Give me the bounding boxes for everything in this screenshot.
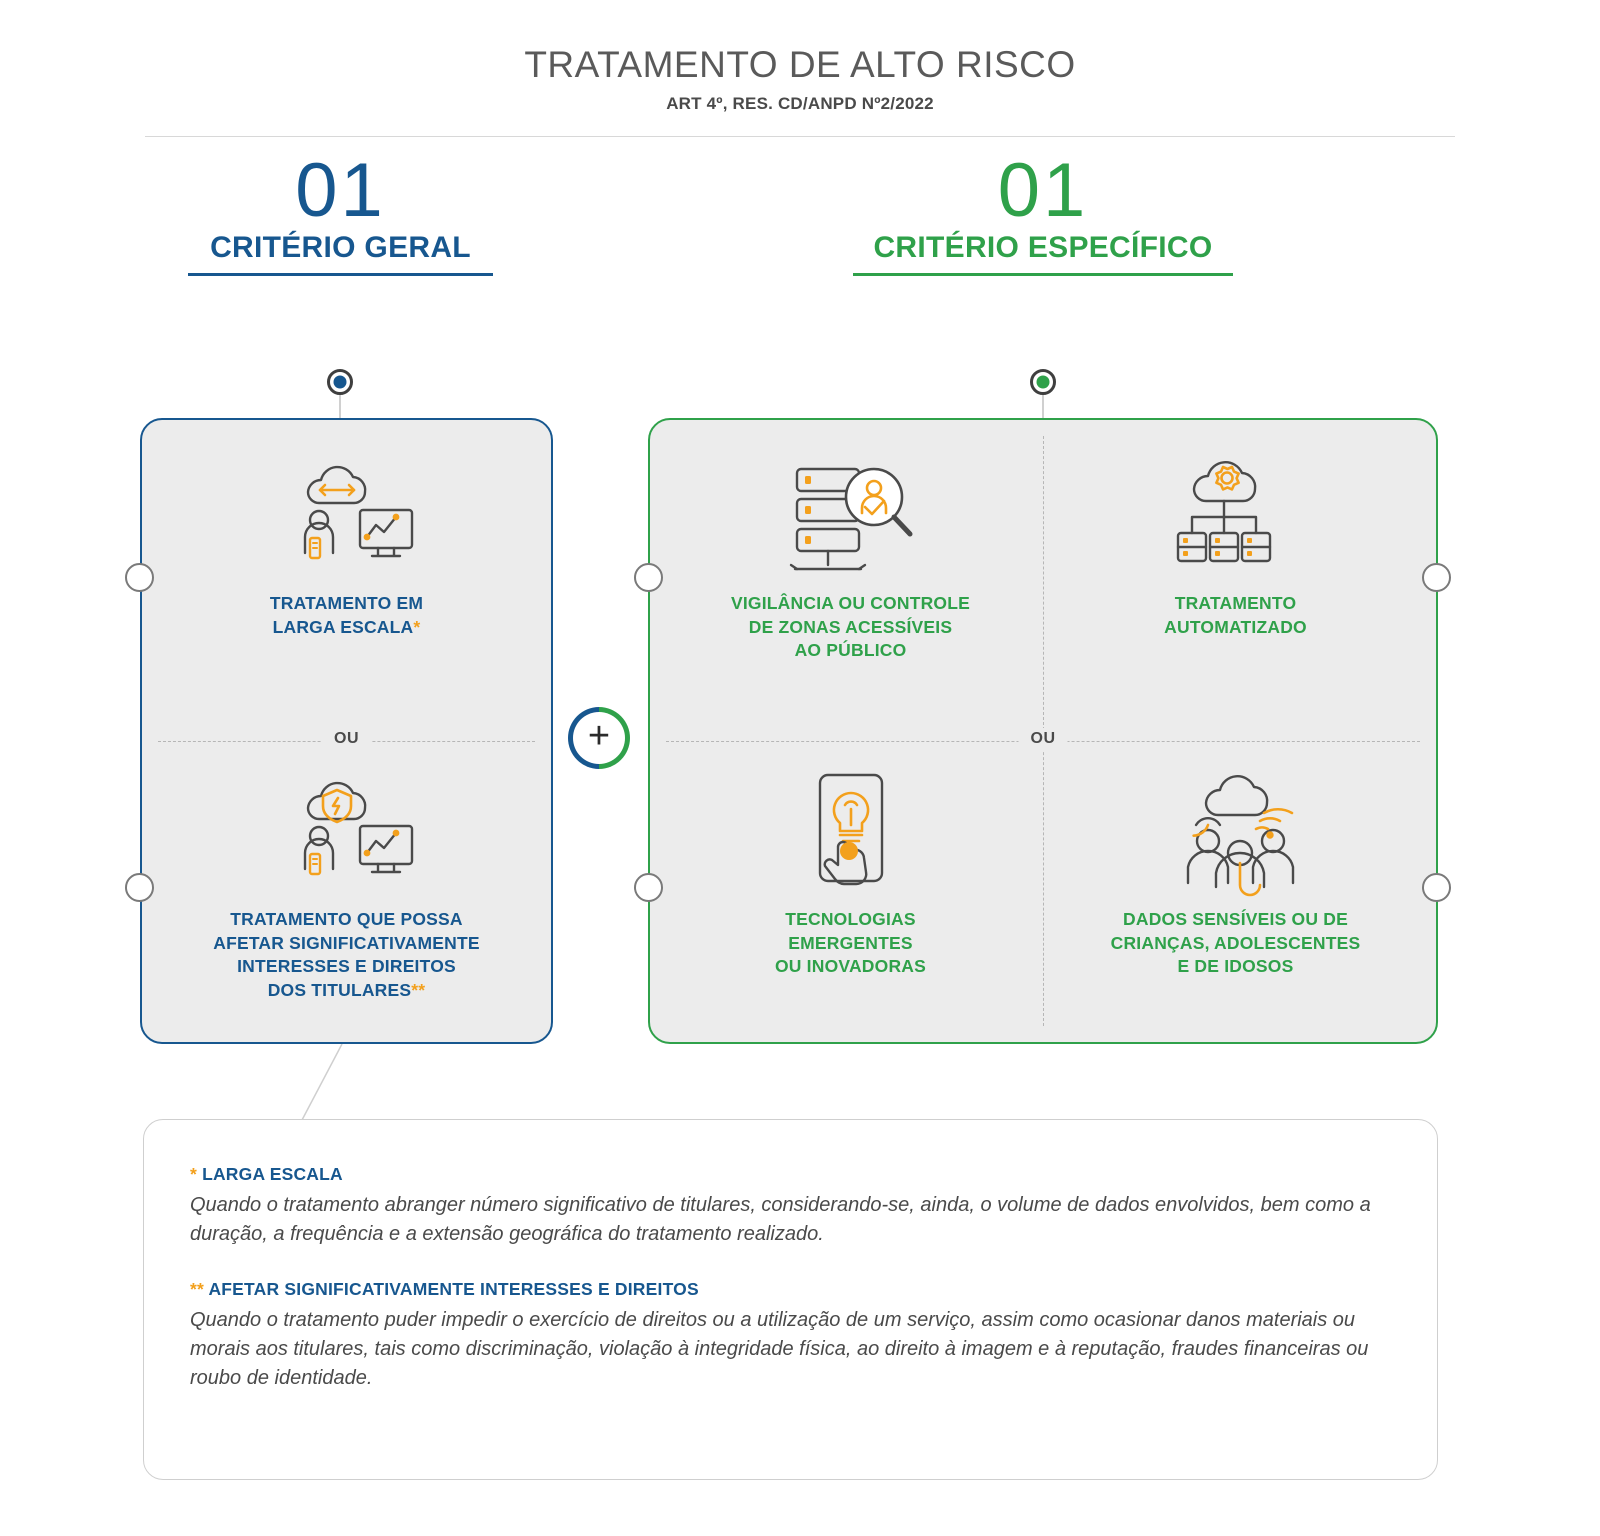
general-label: CRITÉRIO GERAL: [210, 231, 471, 264]
footnote-1-text: Quando o tratamento abranger número significativo de titulares, considerando-se, ainda, o volume de dados envolvidos, bem como a duração, a frequência e a extensão geográfica do tratamento realizado.: [190, 1194, 1371, 1245]
footnote-box: [143, 1119, 1438, 1480]
plus-connector: [568, 707, 630, 769]
label-line-2: AUTOMATIZADO: [1164, 616, 1307, 637]
anchor-left-bottom: [125, 873, 154, 902]
label-line-1: TRATAMENTO QUE POSSA: [230, 909, 463, 929]
card-tratamento-automatizado[interactable]: [1043, 442, 1428, 732]
label-line-3: OU INOVADORAS: [774, 956, 927, 977]
specific-label: CRITÉRIO ESPECÍFICO: [873, 231, 1213, 264]
footnote-pointer: [300, 1044, 420, 1124]
label-line-2: LARGA ESCALA: [272, 616, 414, 637]
column-headings: [0, 137, 1600, 307]
emerging-technologies-icon: [776, 758, 926, 908]
card-label: [775, 908, 926, 979]
label-line-2: AFETAR SIGNIFICATIVAMENTE: [213, 932, 480, 953]
label-line-1: DADOS SENSÍVEIS OU DE: [1123, 909, 1348, 929]
rights-impact-icon: [272, 758, 422, 908]
panel-specific-inner: [658, 428, 1428, 1034]
automated-processing-icon: [1156, 442, 1316, 592]
large-scale-processing-icon: [272, 442, 422, 592]
label-line-2: EMERGENTES: [788, 932, 913, 953]
specific-number: 01: [997, 148, 1089, 233]
card-label: [213, 908, 480, 1003]
card-label: [1164, 592, 1307, 639]
connector-dot-specific: [1030, 369, 1056, 395]
general-or-label: OU: [322, 728, 371, 750]
column-heading-specific: [853, 148, 1233, 276]
general-number: 01: [295, 148, 386, 233]
label-marker: *: [413, 616, 421, 637]
footnote-1-title: [190, 1164, 1391, 1185]
card-label: [731, 592, 970, 663]
panel-general-inner: [150, 428, 543, 1034]
surveillance-magnifier-icon: [771, 442, 931, 592]
card-tecnologias-emergentes[interactable]: [658, 758, 1043, 1038]
anchor-left-top: [125, 563, 154, 592]
general-underline: [188, 273, 493, 276]
label-line-1: TECNOLOGIAS: [785, 909, 916, 929]
footnote-1-marker: *: [190, 1164, 198, 1184]
label-marker: **: [411, 979, 426, 1000]
label-line-1: VIGILÂNCIA OU CONTROLE: [730, 593, 971, 613]
footnote-2-title: [190, 1279, 1391, 1300]
footnote-2-marker: **: [190, 1279, 205, 1299]
card-tratamento-larga-escala[interactable]: [150, 442, 543, 732]
footnote-2: [190, 1279, 1391, 1393]
sensitive-data-people-icon: [1148, 758, 1323, 908]
label-line-2: CRIANÇAS, ADOLESCENTES: [1110, 932, 1361, 953]
label-line-3: AO PÚBLICO: [794, 640, 907, 661]
header: [0, 0, 1600, 137]
anchor-mid-top: [634, 563, 663, 592]
card-vigilancia-zonas-publicas[interactable]: [658, 442, 1043, 732]
label-line-1: TRATAMENTO EM: [269, 593, 424, 613]
label-line-3: INTERESSES E DIREITOS: [237, 956, 456, 977]
card-label: [1111, 908, 1361, 979]
footnote-2-title-text: AFETAR SIGNIFICATIVAMENTE INTERESSES E DIREITOS: [208, 1279, 699, 1299]
plus-inner: [573, 712, 625, 764]
footnote-1-title-text: LARGA ESCALA: [202, 1164, 343, 1184]
connector-dot-general: [327, 369, 353, 395]
panel-specific-criteria: [648, 418, 1438, 1044]
specific-or-label: OU: [1019, 728, 1068, 750]
footnote-2-text: Quando o tratamento puder impedir o exercício de direitos ou a utilização de um serviço, assim como ocasionar danos materiais ou morais aos titulares, tais como discriminação, violação à integridade física, ao direito à imagem e à reputação, fraudes financeiras ou roubo de identidade.: [190, 1309, 1369, 1389]
card-label: [270, 592, 423, 639]
label-line-2: DE ZONAS ACESSÍVEIS: [748, 616, 953, 637]
column-heading-general: [188, 148, 493, 276]
specific-underline: [853, 273, 1233, 276]
panel-general-criteria: [140, 418, 553, 1044]
label-line-3: E DE IDOSOS: [1177, 956, 1294, 977]
footnote-1: [190, 1164, 1391, 1249]
label-line-1: TRATAMENTO: [1174, 593, 1297, 613]
card-dados-sensiveis[interactable]: [1043, 758, 1428, 1038]
anchor-right-top: [1422, 563, 1451, 592]
anchor-right-bottom: [1422, 873, 1451, 902]
page-subtitle: ART 4º, RES. CD/ANPD Nº2/2022: [666, 94, 934, 113]
anchor-mid-bottom: [634, 873, 663, 902]
page-title: TRATAMENTO DE ALTO RISCO: [524, 44, 1076, 85]
label-line-4: DOS TITULARES: [267, 979, 412, 1000]
plus-symbol: +: [587, 715, 611, 757]
card-tratamento-afetar-direitos[interactable]: [150, 758, 543, 1038]
